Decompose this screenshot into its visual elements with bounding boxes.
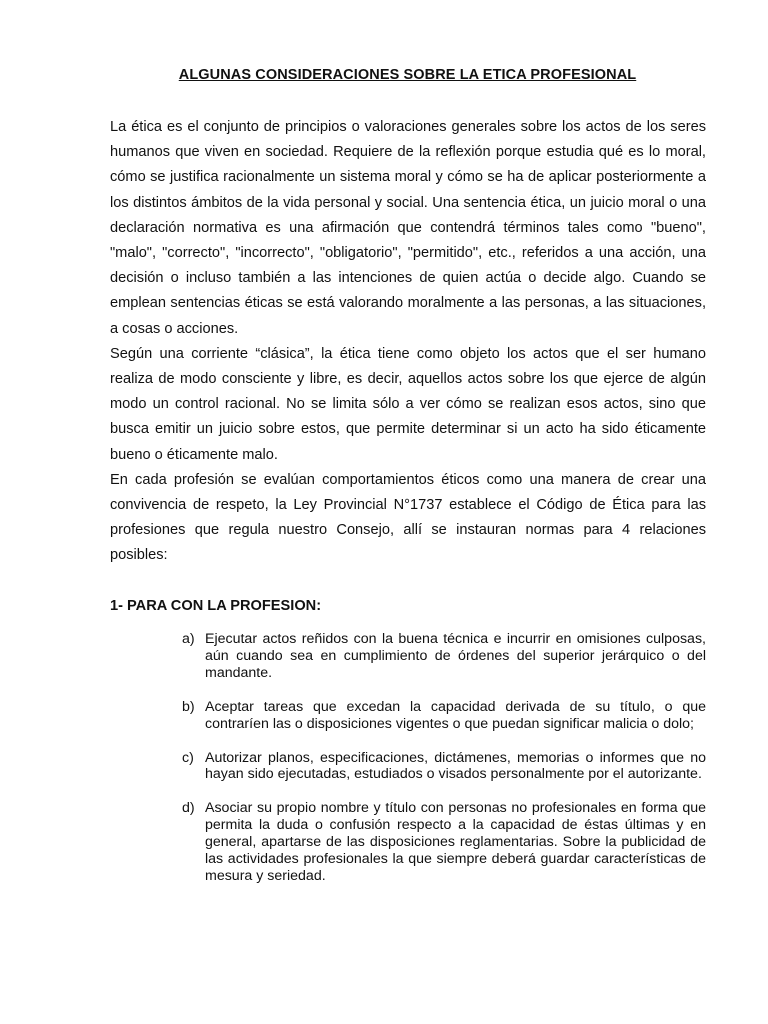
list-item-text: Aceptar tareas que excedan la capacidad derivada de su título, o que contraríen las o disposiciones vigentes o que puedan significar malicia o dolo;	[205, 698, 706, 732]
list-item-marker: a)	[182, 631, 195, 647]
list-item-marker: c)	[182, 749, 194, 766]
paragraph-ethics-definition: La ética es el conjunto de principios o valoraciones generales sobre los actos de los seres humanos que viven en sociedad. Requiere de la reflexión porque estudia qué es lo moral, cómo se justifica racionalmente un sistema moral y cómo se ha de aplicar posteriormente a los distintos ámbitos de la vida personal y social. Una sentencia ética, un juicio moral o una declaración normativa es una afirmación que contendrá términos tales como "bueno", "malo", "correcto", "incorrecto", "obligatorio", "permitido", etc., referidos a una acción, una decisión o incluso también a las intenciones de quien actúa o decide algo. Cuando se emplean sentencias éticas se está valorando moralmente a las personas, a las situaciones, a cosas o acciones.	[110, 119, 706, 337]
list-item-text: Ejecutar actos reñidos con la buena técnica e incurrir en omisiones culposas, aún cuando sea en cumplimiento de órdenes del superior jerárquico o del mandante.	[205, 631, 706, 681]
list-item	[180, 800, 706, 885]
rules-list	[180, 631, 706, 902]
list-item	[180, 750, 706, 784]
document-title: ALGUNAS CONSIDERACIONES SOBRE LA ETICA PROFESIONAL	[178, 67, 637, 83]
list-item-marker: d)	[182, 800, 195, 817]
section-heading: 1- PARA CON LA PROFESION:	[110, 598, 322, 614]
list-item-marker: b)	[182, 698, 195, 715]
paragraph-professional-code: En cada profesión se evalúan comportamientos éticos como una manera de crear una convivencia de respeto, la Ley Provincial N°1737 establece el Código de Ética para las profesiones que regula nuestro Consejo, allí se instauran normas para 4 relaciones posibles:	[110, 471, 706, 564]
list-item	[180, 631, 706, 682]
list-item-text: Asociar su propio nombre y título con personas no profesionales en forma que permita la duda o confusión respecto a la capacidad de éstas últimas y en general, apartarse de las disposiciones reglamentarias. Sobre la publicidad de las actividades profesionales la que siempre deberá guardar características de mesura y seriedad.	[205, 800, 706, 884]
paragraph-classic-view: Según una corriente “clásica”, la ética tiene como objeto los actos que el ser humano realiza de modo consciente y libre, es decir, aquellos actos sobre los que ejerce de algún modo un control racional. No se limita sólo a ver cómo se realizan esos actos, sino que busca emitir un juicio sobre estos, que permite determinar si un acto ha sido éticamente bueno o éticamente malo.	[110, 345, 706, 463]
document-body	[110, 115, 706, 569]
list-item-text: Autorizar planos, especificaciones, dictámenes, memorias o informes que no hayan sido ejecutadas, estudiados o visados personalmente por el autorizante.	[205, 749, 706, 783]
list-item	[180, 699, 706, 733]
